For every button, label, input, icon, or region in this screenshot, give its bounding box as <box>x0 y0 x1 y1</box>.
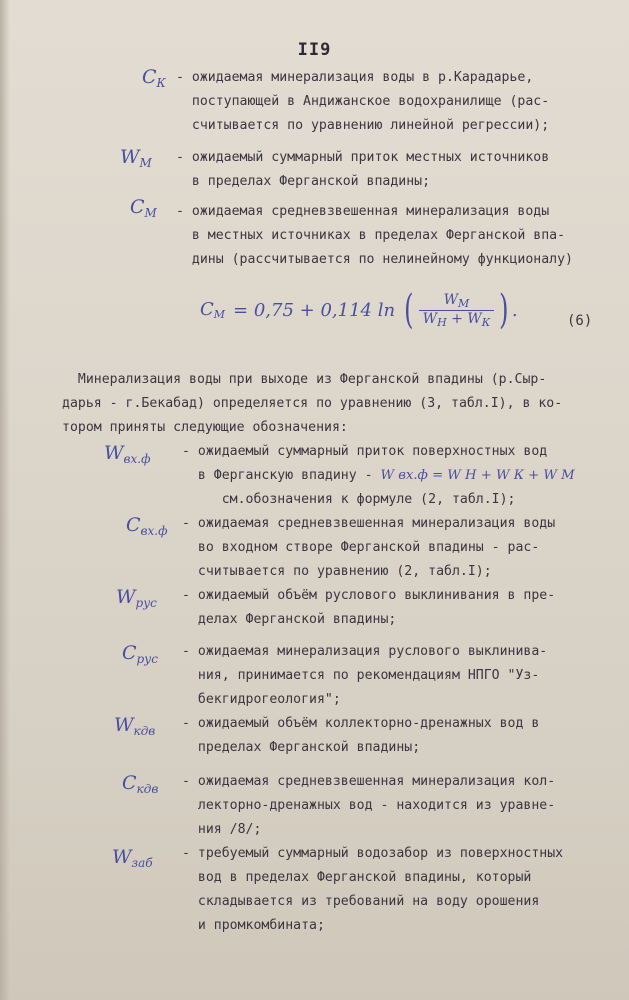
page-number: II9 <box>297 40 332 60</box>
definition-line: поступающей в Андижанское водохранилище (рас- <box>176 94 550 109</box>
fraction <box>419 292 495 329</box>
definition-line: делах Ферганской впадины; <box>182 612 397 627</box>
symbol-w-rus: $W_{рус}$ <box>116 586 157 610</box>
definition-line: пределах Ферганской впадины; <box>182 740 421 755</box>
definition-line: - ожидаемая минерализация руслового выклинива- <box>182 644 548 659</box>
symbol-w-kdv: $W_{кдв}$ <box>114 714 156 738</box>
open-paren: ( <box>404 287 414 333</box>
definition-line: в пределах Ферганской впадины; <box>176 174 431 189</box>
close-paren: ) <box>499 287 509 333</box>
definition-line: - ожидаемый объём руслового выклинивания в пре- <box>182 588 556 603</box>
symbol-w-zab: $W_{заб}$ <box>112 846 153 870</box>
definition-line: - ожидаемый объём коллекторно-дренажных вод в <box>182 716 540 731</box>
definition-line: - ожидаемая средневзвешенная минерализация воды <box>176 204 550 219</box>
symbol-wm: $W_М$ <box>120 146 152 170</box>
paragraph-line: тором приняты следующие обозначения: <box>62 420 348 435</box>
symbol-ck: $C_К$ <box>142 66 166 90</box>
definition-line: складывается из требований на воду орошения <box>182 894 540 909</box>
formula-trail: . <box>511 299 518 321</box>
symbol-c-kdv: $C_{кдв}$ <box>122 772 159 796</box>
page-spine-shadow <box>0 0 10 1000</box>
symbol-w-vx-f: $W_{вх.ф}$ <box>104 442 151 466</box>
definition-line: вод в пределах Ферганской впадины, который <box>182 870 532 885</box>
formula-rhs-const: = 0,75 + 0,114 ln <box>233 299 396 321</box>
symbol-c-vx-f: $C_{вх.ф}$ <box>126 514 168 538</box>
definition-line: считывается по уравнению (2, табл.I); <box>182 564 492 579</box>
definition-line: - ожидаемый суммарный приток поверхностных вод <box>182 444 548 459</box>
symbol-c-rus: $C_{рус}$ <box>122 642 158 666</box>
definition-line: в местных источниках в пределах Ферганской впа- <box>176 228 566 243</box>
formula-lhs: $C_М$ <box>200 299 226 321</box>
definition-line: и промкомбината; <box>182 918 325 933</box>
definition-line: - ожидаемый суммарный приток местных источников <box>176 150 550 165</box>
definition-line: лекторно-дренажных вод - находится из уравне- <box>182 798 556 813</box>
formula-6 <box>200 287 518 333</box>
definition-line: в Ферганскую впадину - W вх.ф = W Н + W К + W М <box>182 468 575 483</box>
formula-number: (6) <box>567 313 593 329</box>
definition-line: считывается по уравнению линейной регрессии); <box>176 118 550 133</box>
definition-line: во входном створе Ферганской впадины - рас- <box>182 540 540 555</box>
definition-line: бекгидрогеология"; <box>182 692 341 707</box>
definition-line: ния, принимается по рекомендациям НПГО "Уз- <box>182 668 540 683</box>
definition-line: см.обозначения к формуле (2, табл.I); <box>182 492 516 507</box>
symbol-cm: $C_М$ <box>130 196 157 220</box>
fraction-numerator: $W_М$ <box>443 291 470 310</box>
inline-formula: W вх.ф = W Н + W К + W М <box>380 468 575 483</box>
definition-line: - ожидаемая минерализация воды в р.Карадарье, <box>176 70 534 85</box>
fraction-denominator: $W_Н + W_К$ <box>419 310 495 329</box>
paragraph-line: Минерализация воды при выходе из Ферганской впадины (р.Сыр- <box>62 372 547 387</box>
definition-line: ния /8/; <box>182 822 262 837</box>
definition-line: - ожидаемая средневзвешенная минерализация воды <box>182 516 556 531</box>
definition-line: - требуемый суммарный водозабор из поверхностных <box>182 846 564 861</box>
formula-fraction-group <box>401 287 512 333</box>
definition-line: - ожидаемая средневзвешенная минерализация кол- <box>182 774 556 789</box>
definition-line: дины (рассчитывается по нелинейному функционалу) <box>176 252 573 267</box>
paragraph-line: дарья - г.Бекабад) определяется по уравнению (3, табл.I), в ко- <box>62 396 563 411</box>
